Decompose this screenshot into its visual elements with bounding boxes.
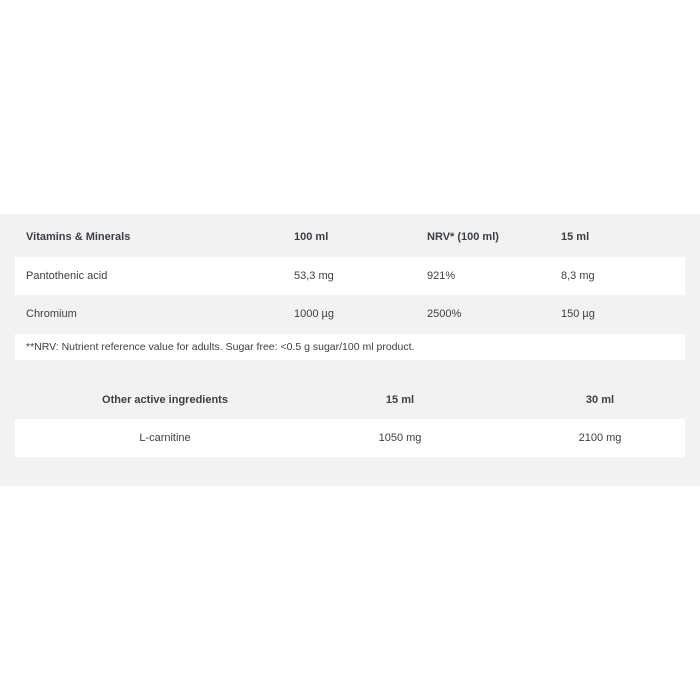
nrv-footnote <box>15 334 685 360</box>
header-100ml: 100 ml <box>294 231 329 243</box>
table-row <box>15 257 685 295</box>
header-other-active-ingredients: Other active ingredients <box>102 394 228 406</box>
amount-15ml: 1050 mg <box>378 432 422 444</box>
table-row <box>15 295 685 333</box>
header-vitamins-minerals: Vitamins & Minerals <box>26 231 131 243</box>
vitamins-table-header <box>15 218 685 256</box>
header-nrv: NRV* (100 ml) <box>427 231 499 243</box>
amount-100ml: 1000 µg <box>294 308 334 320</box>
footnote-text: **NRV: Nutrient reference value for adults. Sugar free: <0.5 g sugar/100 ml product. <box>26 341 415 353</box>
nutrition-panel <box>0 214 700 486</box>
amount-30ml: 2100 mg <box>578 432 622 444</box>
header-15ml: 15 ml <box>385 394 415 406</box>
active-table-header <box>15 381 685 419</box>
header-15ml: 15 ml <box>561 231 590 243</box>
amount-15ml: 150 µg <box>561 308 595 320</box>
nutrient-name: Pantothenic acid <box>26 270 108 282</box>
ingredient-name: L-carnitine <box>139 432 191 444</box>
amount-15ml: 8,3 mg <box>561 270 595 282</box>
nrv-value: 921% <box>427 270 456 282</box>
nrv-value: 2500% <box>427 308 462 320</box>
nutrient-name: Chromium <box>26 308 77 320</box>
table-row <box>15 419 685 457</box>
header-30ml: 30 ml <box>585 394 615 406</box>
amount-100ml: 53,3 mg <box>294 270 334 282</box>
